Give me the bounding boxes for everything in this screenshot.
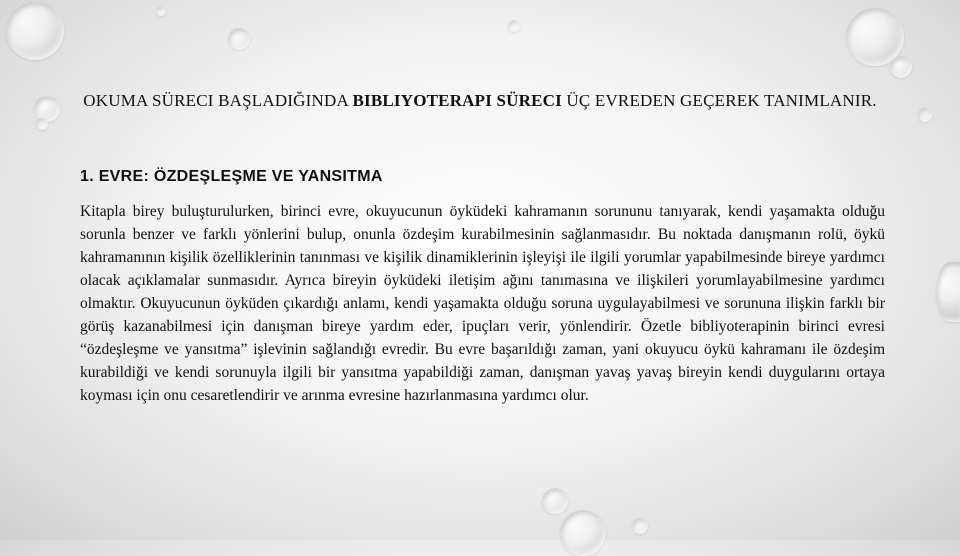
water-drop-decoration — [918, 108, 932, 122]
slide-title — [70, 90, 890, 112]
water-drop-decoration — [508, 20, 520, 32]
body-paragraph: Kitapla birey buluşturulurken, birinci evre, okuyucunun öyküdeki kahramanın sorununu tanıyarak, kendi yaşamakta olduğu sorunla benzer ve farklı yönlerini bulup, onunla özdeşim kurabilmesinin sağlanmasıdır. Bu noktada danışmanın rolü, öykü kahramanının kişilik özelliklerinin tanınması ve kişilik dinamiklerinin işleyişi ile ilgili yorumlar yapabilmesinde bireye yardımcı olacak açıklamalar sunmasıdır. Ayrıca bireyin öyküdeki iletişim ağını tanımasına ve ilişkileri yorumlayabilmesine yardımcı olmaktır. Okuyucunun öyküden çıkardığı anlamı, kendi yaşamakta olduğu soruna uygulayabilmesi ve sorununa ilişkin farklı bir görüş kazanabilmesi için danışman bireye yardım eder, ipuçları verir, yönlendirir. Özetle bibliyoterapinin birinci evresi “özdeşleşme ve yansıtma” işlevinin sağlandığı evredir. Bu evre başarıldığı zaman, yani okuyucu öykü kahramanı ile özdeşim kurabildiği ve kendi sorunuyla ilgili bir yansıtma yapabildiği zaman, danışman yavaş yavaş bireyin kendi duygularını ortaya koyması için onu cesaretlendirir ve arınma evresine hazırlanmasına yardımcı olur. — [80, 203, 885, 404]
water-drop-decoration — [156, 6, 166, 16]
water-drop-decoration — [542, 488, 568, 514]
title-bold-term: BIBLIYOTERAPI SÜRECI — [352, 91, 562, 110]
water-drop-decoration — [632, 518, 648, 534]
section-heading: 1. EVRE: ÖZDEŞLEŞME VE YANSITMA — [80, 168, 383, 185]
title-suffix: ÜÇ EVREDEN GEÇEREK TANIMLANIR. — [561, 91, 877, 110]
water-drop-decoration — [36, 118, 48, 130]
title-prefix: OKUMA SÜRECI BAŞLADIĞINDA — [83, 91, 353, 110]
water-drop-decoration — [560, 510, 606, 556]
water-drop-decoration — [228, 28, 250, 50]
water-drop-decoration — [6, 2, 64, 60]
water-drop-decoration — [936, 262, 960, 322]
water-drop-decoration — [890, 56, 912, 78]
